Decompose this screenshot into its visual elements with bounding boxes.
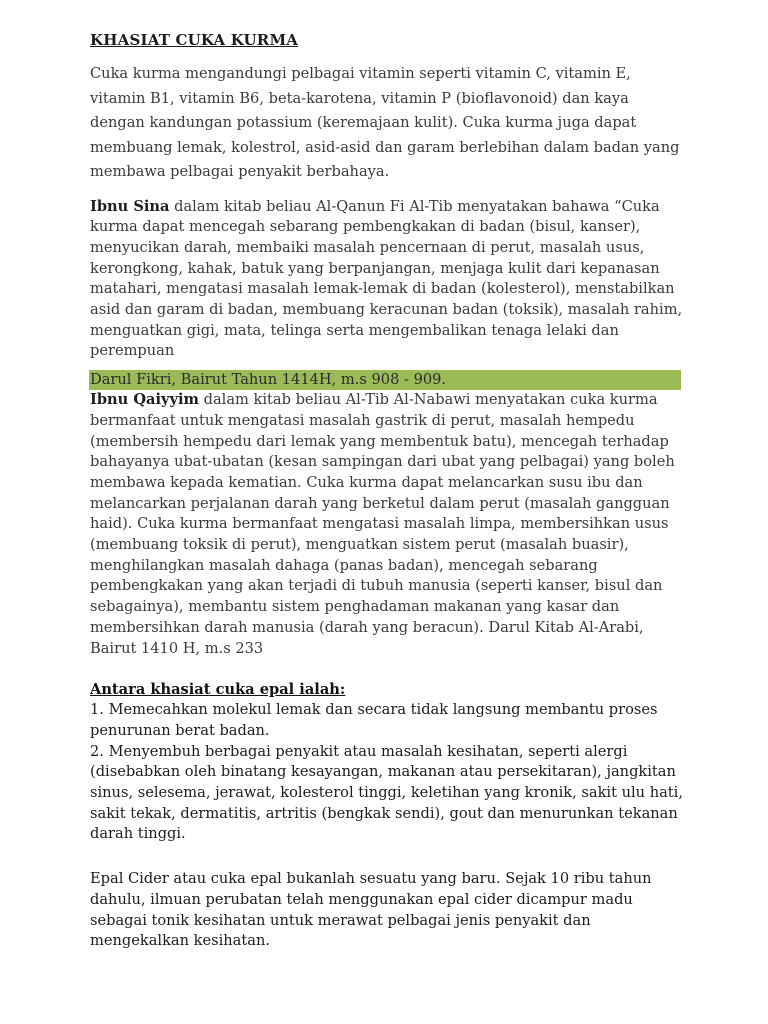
ibnu-sina-text: dalam kitab beliau Al-Qanun Fi Al-Tib menyatakan bahawa “Cuka kurma dapat mencegah sebarang pembengkakan di badan (bisul, kanser), menyucikan darah, membaiki masalah pencernaan di perut, masalah usus, kerongkong, kahak, batuk yang berpanjangan, menjaga kulit dari kepanasan matahari, mengatasi masalah lemak-lemak di badan (kolesterol), menstabilkan asid dan garam di badan, membuang keracunan badan (toksik), masalah rahim, menguatkan gigi, mata, telinga serta mengembalikan tenaga lelaki dan perempuan <box>90 197 683 360</box>
ibnu-sina-name: Ibnu Sina <box>90 197 170 215</box>
ibnu-qaiyyim-paragraph <box>90 390 688 659</box>
spacer <box>90 845 688 859</box>
intro-paragraph: Cuka kurma mengandungi pelbagai vitamin seperti vitamin C, vitamin E, vitamin B1, vitamin B6, beta-karotena, vitamin P (bioflavonoid) dan kaya dengan kandungan potassium (keremajaan kulit). Cuka kurma juga dapat membuang lemak, kolestrol, asid-asid dan garam berlebihan dalam badan yang membawa pelbagai penyakit berbahaya. <box>90 65 680 180</box>
epal-item-1: 1. Memecahkan molekul lemak dan secara tidak langsung membantu proses penurunan berat badan. <box>90 701 658 739</box>
document-title: KHASIAT CUKA KURMA <box>90 31 299 49</box>
epal-heading: Antara khasiat cuka epal ialah: <box>90 681 346 699</box>
source-highlight: Darul Fikri, Bairut Tahun 1414H, m.s 908 - 909. <box>89 370 681 390</box>
ibnu-qaiyyim-name: Ibnu Qaiyyim <box>90 391 199 409</box>
ibnu-sina-paragraph <box>90 197 688 363</box>
ibnu-qaiyyim-text: dalam kitab beliau Al-Tib Al-Nabawi menyatakan cuka kurma bermanfaat untuk mengatasi masalah gastrik di perut, masalah hempedu (membersih hempedu dari lemak yang membentuk batu), mencegah terhadap bahayanya ubat-ubatan (kesan sampingan dari ubat yang pelbagai) yang boleh membawa kepada kematian. Cuka kurma dapat melancarkan susu ibu dan melancarkan perjalanan darah yang berketul dalam perut (masalah gangguan haid). Cuka kurma bermanfaat mengatasi masalah limpa, membersihkan usus (membuang toksik di perut), menguatkan sistem perut (masalah buasir), menghilangkan masalah dahaga (panas badan), mencegah sebarang pembengkakan yang akan terjadi di tubuh manusia (seperti kanser, bisul dan sebagainya), membantu sistem penghadaman makanan yang kasar dan membersihkan darah manusia (darah yang beracun). Darul Kitab Al-Arabi, Bairut 1410 H, m.s 233 <box>90 391 675 657</box>
epal-item-2: 2. Menyembuh berbagai penyakit atau masalah kesihatan, seperti alergi (disebabkan oleh binatang kesayangan, makanan atau persekitaran), jangkitan sinus, selesema, jerawat, kolesterol tinggi, keletihan yang kronik, sakit ulu hati, sakit tekak, dermatitis, artritis (bengkak sendi), gout dan menurunkan tekanan darah tinggi. <box>90 742 683 843</box>
final-paragraph: Epal Cider atau cuka epal bukanlah sesuatu yang baru. Sejak 10 ribu tahun dahulu, ilmuan perubatan telah menggunakan epal cider dicampur madu sebagai tonik kesihatan untuk merawat pelbagai jenis penyakit dan mengekalkan kesihatan. <box>90 870 652 950</box>
